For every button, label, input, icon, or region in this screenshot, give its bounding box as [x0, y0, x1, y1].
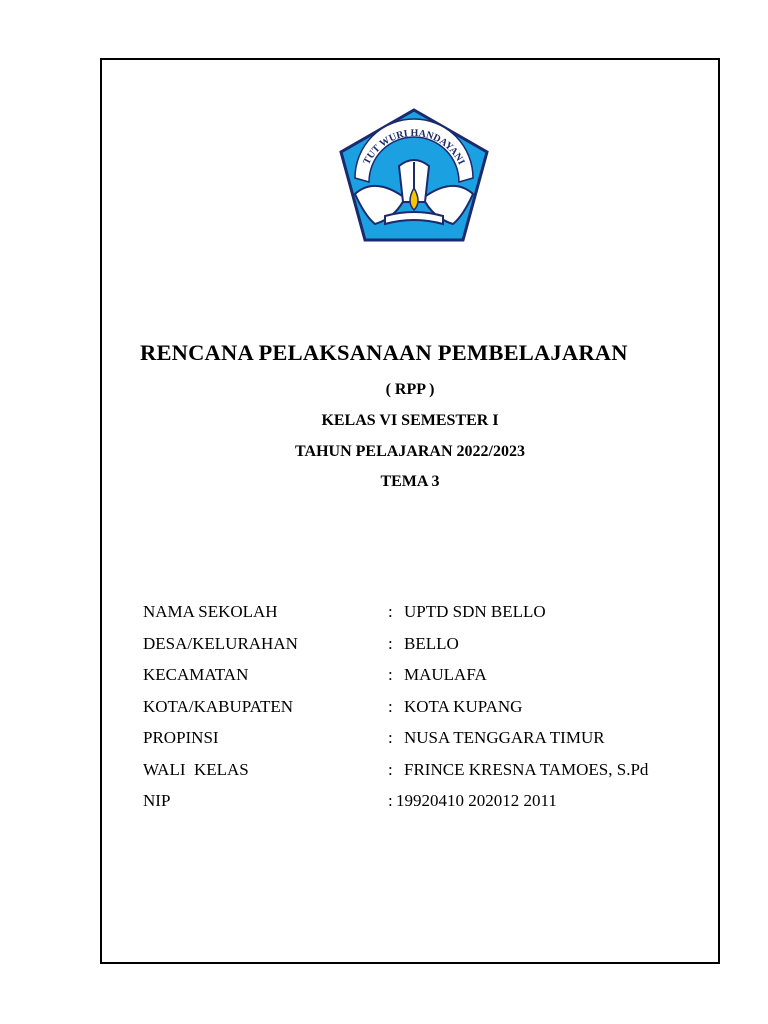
info-value: NUSA TENGGARA TIMUR [404, 728, 605, 747]
info-separator: : [388, 633, 393, 653]
info-separator: : [388, 602, 393, 621]
info-row-village [143, 634, 703, 666]
theme-number: TEMA 3 [380, 473, 440, 490]
info-separator: : [388, 665, 393, 684]
info-value: FRINCE KRESNA TAMOES, S.Pd [404, 759, 649, 779]
info-label: KOTA/KABUPATEN [143, 696, 294, 716]
info-row-homeroom-teacher [143, 760, 703, 792]
info-label: WALI KELAS [143, 759, 249, 779]
document-abbreviation: ( RPP ) [385, 381, 435, 398]
tut-wuri-handayani-emblem-icon [335, 106, 493, 246]
info-row-city [143, 697, 703, 729]
school-info-table [143, 602, 703, 823]
info-separator: : [388, 759, 393, 779]
info-row-district [143, 665, 703, 697]
info-row-school-name [143, 602, 703, 634]
info-label: PROPINSI [143, 728, 219, 747]
info-separator: : [388, 791, 393, 810]
class-semester: KELAS VI SEMESTER I [321, 412, 499, 429]
info-label: KECAMATAN [143, 665, 249, 684]
info-value: UPTD SDN BELLO [404, 602, 546, 621]
info-row-province [143, 728, 703, 760]
document-title: RENCANA PELAKSANAAN PEMBELAJARAN [140, 340, 628, 365]
info-value: KOTA KUPANG [404, 696, 523, 716]
info-label: DESA/KELURAHAN [143, 633, 298, 653]
info-value: MAULAFA [404, 665, 487, 684]
info-label: NAMA SEKOLAH [143, 602, 278, 621]
svg-text:TUT WURI HANDAYANI: TUT WURI HANDAYANI [361, 127, 467, 167]
info-value: 19920410 202012 2011 [396, 791, 557, 810]
info-value: BELLO [404, 633, 459, 653]
academic-year: TAHUN PELAJARAN 2022/2023 [295, 443, 525, 460]
info-row-nip [143, 791, 703, 823]
info-separator: : [388, 728, 393, 747]
info-label: NIP [143, 791, 171, 810]
info-separator: : [388, 696, 393, 716]
